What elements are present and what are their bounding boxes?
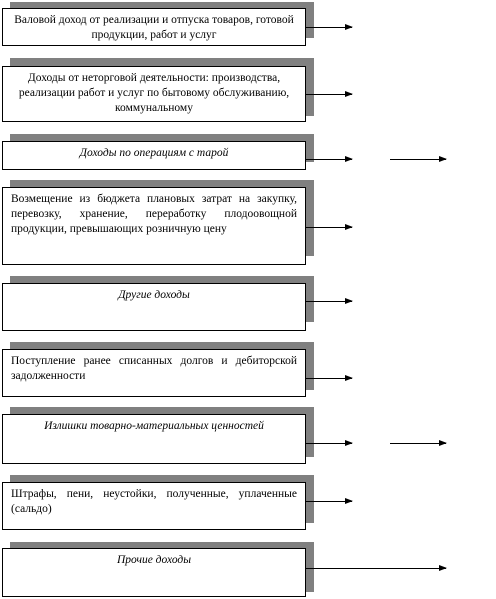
gross-income-label: Валовой доход от реализации и отпуска товаров, готовой продукции, работ и услуг xyxy=(14,14,294,41)
container-ops-label: Доходы по операциям с тарой xyxy=(79,147,229,159)
gross-income-box xyxy=(2,8,306,46)
gross-income-arrow xyxy=(306,27,352,28)
container-ops-box xyxy=(2,141,306,170)
container-ops-arrow xyxy=(306,159,352,160)
non-trade-income-label: Доходы от неторговой деятельности: производства, реализации работ и услуг по бытовому обслуживанию, коммунальному xyxy=(18,72,290,114)
inventory-surplus-arrow xyxy=(306,443,352,444)
container-ops-secondary-arrow xyxy=(390,159,446,160)
other-income-label: Другие доходы xyxy=(118,289,190,301)
misc-income-arrow xyxy=(306,568,446,569)
budget-compensation-box xyxy=(2,187,306,265)
other-income-arrow xyxy=(306,301,352,302)
budget-compensation-label: Возмещение из бюджета плановых затрат на закупку, перевозку, хранение, переработку плодоовощной продукции, превышающих розничную цену xyxy=(11,193,297,235)
inventory-surplus-box xyxy=(2,414,306,464)
fines-box xyxy=(2,482,306,530)
fines-label: Штрафы, пени, неустойки, полученные, уплаченные (сальдо) xyxy=(11,488,297,515)
other-income-box xyxy=(2,283,306,331)
debt-receipts-label: Поступление ранее списанных долгов и дебиторской задолженности xyxy=(11,355,297,382)
misc-income-box xyxy=(2,548,306,597)
debt-receipts-box xyxy=(2,349,306,397)
non-trade-income-box xyxy=(2,66,306,122)
fines-arrow xyxy=(306,501,352,502)
misc-income-label: Прочие доходы xyxy=(116,554,192,566)
non-trade-income-arrow xyxy=(306,94,352,95)
debt-receipts-arrow xyxy=(306,378,352,379)
budget-compensation-arrow xyxy=(306,227,352,228)
inventory-surplus-label: Излишки товарно-материальных ценностей xyxy=(44,420,264,432)
inventory-surplus-secondary-arrow xyxy=(390,443,446,444)
